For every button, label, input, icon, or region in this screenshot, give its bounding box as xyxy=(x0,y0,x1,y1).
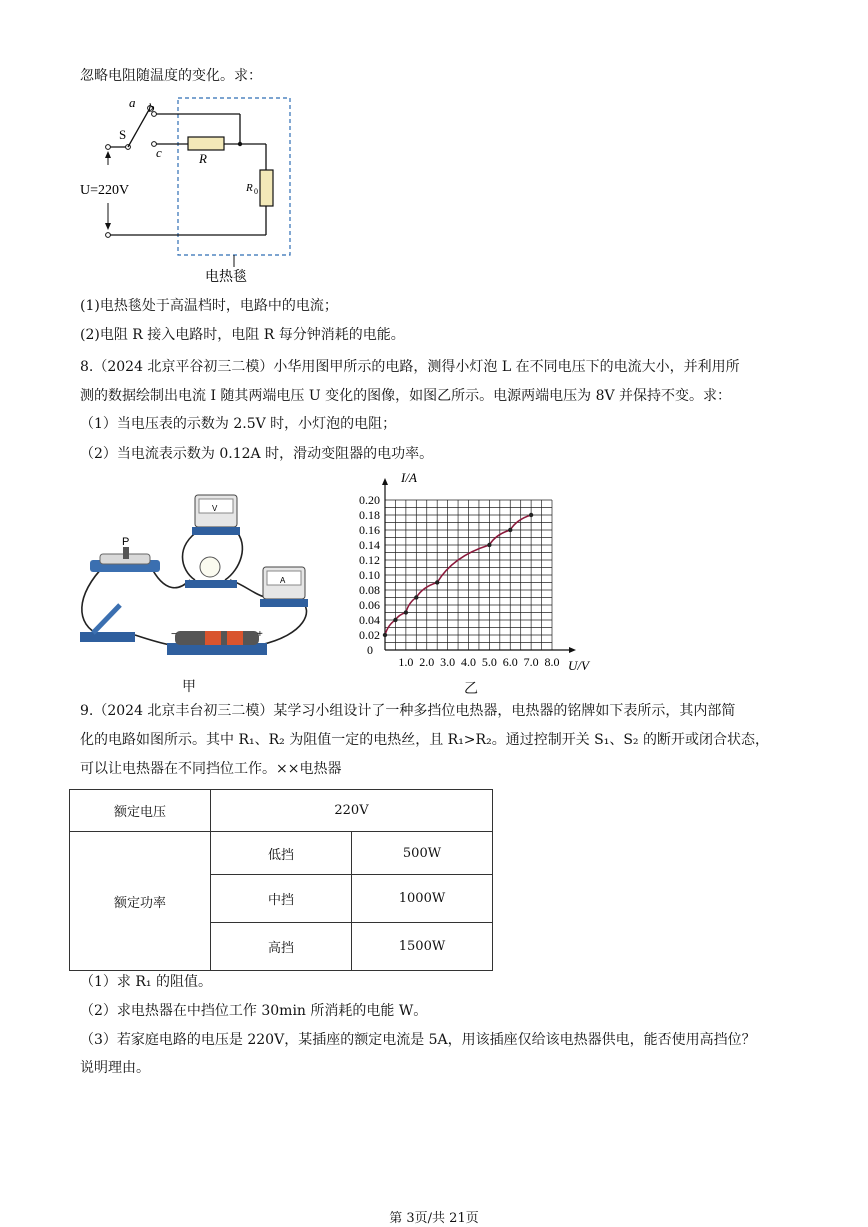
q9-line2: 化的电路如图所示。其中 R₁、R₂ 为阻值一定的电热丝，且 R₁>R₂。通过控制开关 S₁、S₂ 的断开或闭合状态， xyxy=(80,732,769,748)
y-axis-arrow xyxy=(382,478,388,485)
data-point xyxy=(435,580,439,584)
figure-b-caption: 乙 xyxy=(464,681,478,697)
x-axis-arrow xyxy=(569,647,576,653)
data-point xyxy=(508,528,512,532)
y-tick-label: 0.14 xyxy=(359,538,380,552)
x-tick-label: 6.0 xyxy=(502,655,518,669)
rated-voltage-label: 额定电压 xyxy=(70,790,211,832)
data-point xyxy=(393,618,397,622)
x-tick-label: 1.0 xyxy=(398,655,414,669)
x-axis-label: U/V xyxy=(568,658,589,673)
figure-a-caption: 甲 xyxy=(182,679,196,695)
x-tick-label: 4.0 xyxy=(461,655,476,669)
y-tick-label: 0.12 xyxy=(359,553,380,567)
gear-high: 高挡 xyxy=(211,923,352,971)
origin-label: 0 xyxy=(367,643,373,657)
bulb xyxy=(200,557,220,577)
q7-sub2: (2)电阻 R 接入电路时，电阻 R 每分钟消耗的电能。 xyxy=(80,327,405,343)
y-tick-label: 0.16 xyxy=(359,523,380,537)
x-tick-label: 2.0 xyxy=(419,655,435,669)
q9-sub3-line2: 说明理由。 xyxy=(80,1060,150,1076)
data-point xyxy=(404,610,408,614)
rated-power-label: 额定功率 xyxy=(70,832,211,971)
q8-line2: 测的数据绘制出电流 I 随其两端电压 U 变化的图像，如图乙所示。电源两端电压为 8V 并保持不变。求： xyxy=(80,388,732,404)
gear-low: 低挡 xyxy=(211,832,352,875)
power-low: 500W xyxy=(352,832,493,875)
y-tick-label: 0.02 xyxy=(359,628,380,642)
x-tick-label: 3.0 xyxy=(440,655,456,669)
x-tick-label: 8.0 xyxy=(544,655,560,669)
electric-blanket-circuit-diagram xyxy=(70,95,310,285)
q8-sub1: （1）当电压表的示数为 2.5V 时，小灯泡的电阻； xyxy=(80,416,397,432)
label-r: R xyxy=(199,151,207,166)
label-voltage: U=220V xyxy=(80,183,130,198)
data-point xyxy=(487,543,491,547)
label-c: c xyxy=(156,145,162,160)
resistor-r xyxy=(188,137,224,150)
resistor-r0 xyxy=(260,170,273,206)
minus-label: − xyxy=(171,629,177,640)
y-tick-label: 0.10 xyxy=(359,568,380,582)
data-point xyxy=(383,633,387,637)
plus-label: + xyxy=(257,629,263,640)
data-point xyxy=(414,595,418,599)
power-high: 1500W xyxy=(352,923,493,971)
x-tick-label: 5.0 xyxy=(481,655,497,669)
q7-sub1: (1)电热毯处于高温档时，电路中的电流； xyxy=(80,298,338,314)
y-tick-label: 0.18 xyxy=(359,508,380,522)
q8-line1: 8.（2024 北京平谷初三二模）小华用图甲所示的电路，测得小灯泡 L 在不同电压下的电流大小，并利用所 xyxy=(80,359,740,375)
page-footer: 第 3页/共 21页 xyxy=(389,1211,479,1226)
y-tick-label: 0.20 xyxy=(359,493,380,507)
data-point xyxy=(529,513,533,517)
y-axis-label: I/A xyxy=(401,470,417,485)
voltmeter-label: V xyxy=(212,504,218,513)
q9-line1: 9.（2024 北京丰台初三二模）某学习小组设计了一种多挡位电热器，电热器的铭牌如下表所示，其内部简 xyxy=(80,703,736,719)
q9-line3: 可以让电热器在不同挡位工作。××电热器 xyxy=(80,761,342,777)
label-a: a xyxy=(129,95,136,110)
switch-s-blade xyxy=(128,108,150,147)
label-r0: R xyxy=(246,182,253,194)
label-b: b xyxy=(148,100,155,115)
q9-sub1: （1）求 R₁ 的阻值。 xyxy=(80,974,212,990)
y-tick-label: 0.06 xyxy=(359,598,380,612)
apparatus-photo xyxy=(75,485,325,670)
q8-sub2: （2）当电流表示数为 0.12A 时，滑动变阻器的电功率。 xyxy=(80,446,434,462)
power-mid: 1000W xyxy=(352,875,493,923)
blanket-caption: 电热毯 xyxy=(205,269,247,285)
y-tick-label: 0.08 xyxy=(359,583,380,597)
knife-switch xyxy=(80,632,135,642)
label-r0-sub: 0 xyxy=(254,187,258,196)
gear-mid: 中挡 xyxy=(211,875,352,923)
x-tick-label: 7.0 xyxy=(523,655,539,669)
current-voltage-graph xyxy=(338,468,608,678)
slider-label: P xyxy=(122,536,130,548)
q9-sub3-line1: （3）若家庭电路的电压是 220V，某插座的额定电流是 5A，用该插座仅给该电热器供电，能否使用高挡位？ xyxy=(80,1032,756,1048)
rated-voltage-value: 220V xyxy=(211,790,493,832)
q7-intro: 忽略电阻随温度的变化。求： xyxy=(80,68,262,84)
ammeter-label: A xyxy=(280,576,286,585)
y-tick-label: 0.04 xyxy=(359,613,380,627)
label-s: S xyxy=(119,127,127,142)
heater-nameplate-table xyxy=(69,789,493,971)
q9-sub2: （2）求电热器在中挡位工作 30min 所消耗的电能 W。 xyxy=(80,1003,428,1019)
